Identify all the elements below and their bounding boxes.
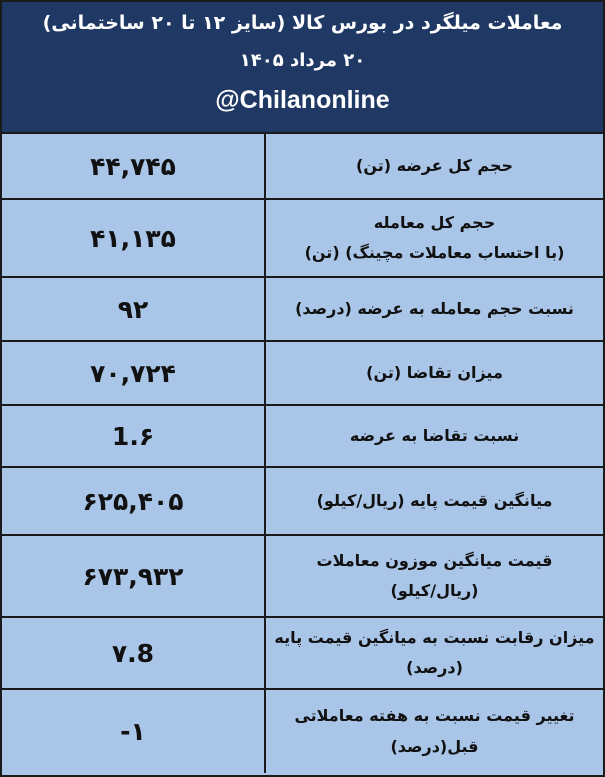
row-label-line: نسبت تقاضا به عرضه (349, 425, 520, 445)
row-label-line: نسبت حجم معامله به عرضه (درصد) (295, 298, 574, 318)
table-row (2, 134, 603, 200)
row-label-line: میزان تقاضا (تن) (366, 362, 503, 382)
table-row (2, 278, 603, 342)
row-label (266, 134, 603, 198)
table-date: ۲۰ مرداد ۱۴۰۵ (239, 50, 366, 71)
table-row (2, 406, 603, 468)
table-row (2, 690, 603, 773)
row-label (266, 468, 603, 534)
table-row (2, 536, 603, 618)
row-value: ۶۲۵,۴۰۵ (2, 468, 266, 534)
table-row (2, 618, 603, 690)
row-value: -۱ (2, 690, 266, 773)
row-label (266, 342, 603, 404)
row-label (266, 690, 603, 773)
row-label-line: (با احتساب معاملات مچینگ) (تن) (304, 243, 565, 262)
row-label-line: (درصد) (406, 658, 463, 677)
row-label-line: قیمت میانگین موزون معاملات (316, 550, 553, 570)
channel-handle: @Chilanonline (215, 86, 390, 114)
row-label-line: میزان رقابت نسبت به میانگین قیمت پایه (274, 627, 595, 647)
table-row (2, 342, 603, 406)
row-value: ۴۴,۷۴۵ (2, 134, 266, 198)
row-value: ۷۰,۷۲۴ (2, 342, 266, 404)
row-label (266, 536, 603, 616)
row-label-line: قبل(درصد) (390, 736, 479, 756)
row-value: 1.۶ (2, 406, 266, 466)
table-title: معاملات میلگرد در بورس کالا (سایز ۱۲ تا ۲۰ ساختمانی) (42, 12, 563, 34)
row-value: ۹۲ (2, 278, 266, 340)
row-label-line: میانگین قیمت پایه (ریال/کیلو) (316, 490, 553, 510)
row-label (266, 200, 603, 276)
row-value: ۴۱,۱۳۵ (2, 200, 266, 276)
table-header (2, 2, 603, 134)
row-label-line: حجم کل معامله (373, 212, 496, 232)
row-label (266, 278, 603, 340)
row-value: ۷.8 (2, 618, 266, 688)
row-label-line: حجم کل عرضه (تن) (356, 155, 513, 175)
table-body (2, 134, 603, 773)
table-row (2, 468, 603, 536)
row-value: ۶۷۳,۹۳۲ (2, 536, 266, 616)
table-row (2, 200, 603, 278)
row-label-line: (ریال/کیلو) (390, 581, 479, 600)
row-label (266, 618, 603, 688)
row-label (266, 406, 603, 466)
row-label-line: تغییر قیمت نسبت به هفته معاملاتی (294, 706, 575, 726)
